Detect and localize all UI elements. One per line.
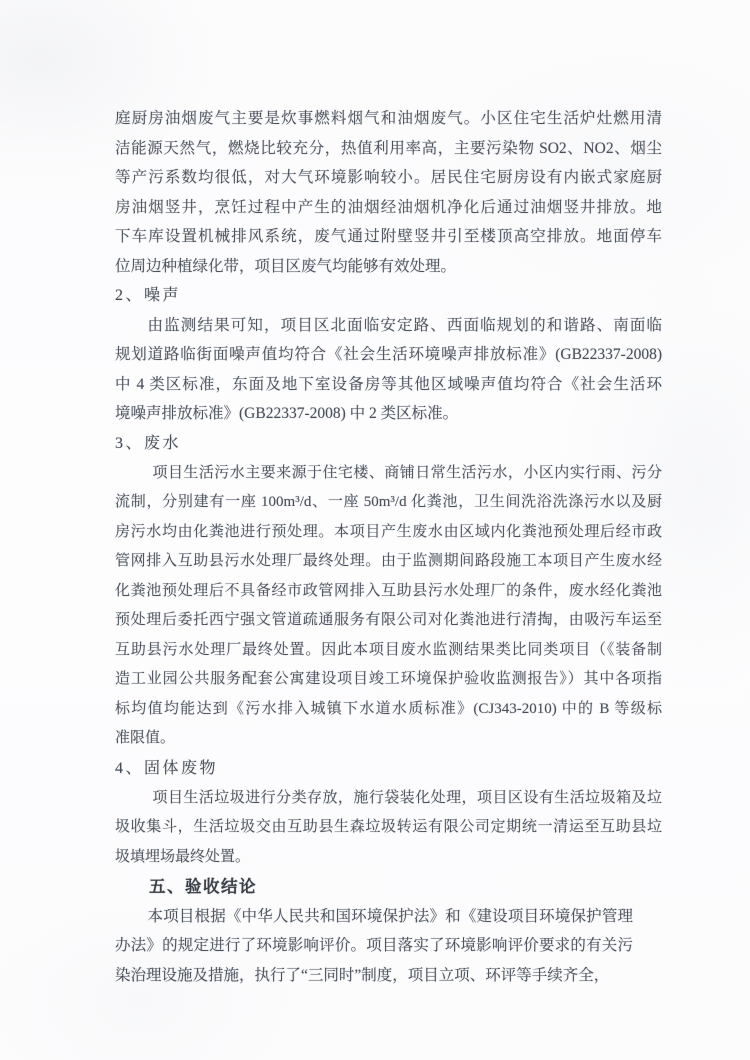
text-line: 房污水均由化粪池进行预处理。本项目产生废水由区域内化粪池预处理后经市政 [115,523,662,540]
text-line: 圾填埋场最终处置。 [115,848,251,865]
text-line: 准限值。 [115,730,176,747]
text-line: 染治理设施及措施，执行了“三同时”制度，项目立项、环评等手续齐全， [115,966,610,984]
text-line: 境噪声排放标准》(GB22337-2008) 中 2 类区标准。 [115,405,459,423]
text-line: 化粪池预处理后不具备经市政管网排入互助县污水处理厂的条件，废水经化粪池 [115,582,662,599]
text-line: 中 4 类区标准，东面及地下室设备房等其他区域噪声值均符合《社会生活环 [115,375,662,393]
text-line: 下车库设置机械排风系统，废气通过附壁竖井引至楼顶高空排放。地面停车 [115,228,662,246]
text-line: 规划道路临街面噪声值均符合《社会生活环境噪声排放标准》(GB22337-2008) [115,346,662,364]
text-line: 房油烟竖井，烹饪过程中产生的油烟经油烟机净化后通过油烟竖井排放。地 [115,198,662,216]
text-column [115,104,662,990]
text-line: 项目生活污水主要来源于住宅楼、商铺日常生活污水，小区内实行雨、污分 [152,464,662,481]
heading-acceptance-conclusion: 五、验收结论 [149,877,257,897]
text-line: 造工业园公共服务配套公寓建设项目竣工环境保护验收监测报告》）其中各项指 [115,671,662,688]
text-line: 本项目根据《中华人民共和国环境保护法》和《建设项目环境保护管理 [147,907,633,925]
heading-wastewater: 3、废水 [115,435,182,453]
text-line: 预处理后委托西宁强文管道疏通服务有限公司对化粪池进行清掏，由吸污车运至 [115,612,662,629]
text-line: 位周边种植绿化带，项目区废气均能够有效处理。 [115,257,457,275]
text-line: 标均值均能达到《污水排入城镇下水道水质标准》(CJ343-2010) 中的 B 等级标 [115,700,662,717]
text-line: 项目生活垃圾进行分类存放，施行袋装化处理，项目区设有生活垃圾箱及垃 [152,789,662,806]
heading-noise: 2、噪声 [115,287,182,305]
text-line: 办法》的规定进行了环境影响评价。项目落实了环境影响评价要求的有关污 [115,937,633,955]
text-line: 洁能源天然气，燃烧比较充分，热值利用率高，主要污染物 SO2、NO2、烟尘 [115,139,662,157]
text-line: 由监测结果可知，项目区北面临安定路、西面临规划的和谐路、南面临 [147,316,662,334]
text-line: 等产污系数均很低，对大气环境影响较小。居民住宅厨房设有内嵌式家庭厨 [115,169,662,187]
heading-solid-waste: 4、固体废物 [115,760,219,778]
text-line: 管网排入互助县污水处理厂最终处理。由于监测期间路段施工本项目产生废水经 [115,553,662,570]
text-line: 互助县污水处理厂最终处置。因此本项目废水监测结果类比同类项目（《装备制 [115,641,662,658]
text-line: 圾收集斗，生活垃圾交由互助县生森垃圾转运有限公司定期统一清运至互助县垃 [115,819,662,836]
text-line: 庭厨房油烟废气主要是炊事燃料烟气和油烟废气。小区住宅生活炉灶燃用清 [115,110,662,127]
text-line: 流制，分别建有一座 100m³/d、一座 50m³/d 化粪池，卫生间洗浴洗涤污水以及厨 [115,494,662,511]
